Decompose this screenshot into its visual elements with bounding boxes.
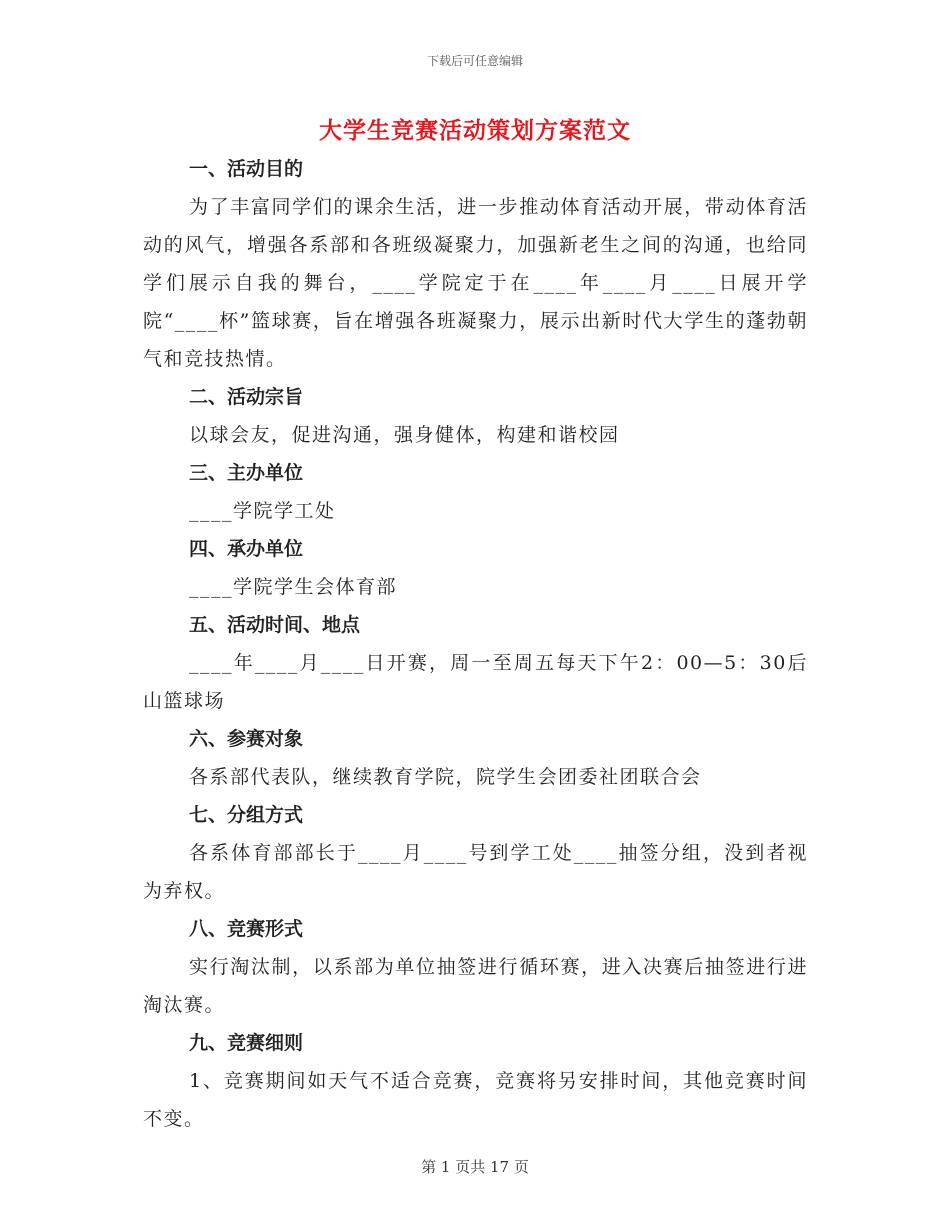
section-organizer bbox=[143, 454, 808, 530]
document-body bbox=[143, 150, 808, 1138]
section-undertaker bbox=[143, 530, 808, 606]
page-number: 第 1 页共 17 页 bbox=[421, 1158, 529, 1176]
section-heading: 二、活动宗旨 bbox=[189, 386, 304, 408]
section-format bbox=[143, 910, 808, 1024]
section-heading: 九、竞赛细则 bbox=[189, 1032, 304, 1054]
section-paragraph: ____学院学生会体育部 bbox=[189, 576, 398, 598]
section-paragraph: 实行淘汰制，以系部为单位抽签进行循环赛，进入决赛后抽签进行进淘汰赛。 bbox=[143, 956, 808, 1016]
section-grouping bbox=[143, 796, 808, 910]
section-paragraph: 1、竞赛期间如天气不适合竞赛，竞赛将另安排时间，其他竞赛时间不变。 bbox=[143, 1070, 808, 1130]
section-heading: 五、活动时间、地点 bbox=[189, 614, 361, 636]
section-paragraph: 各系体育部部长于____月____号到学工处____抽签分组，没到者视为弃权。 bbox=[143, 842, 808, 902]
section-rules bbox=[143, 1024, 808, 1138]
section-purpose bbox=[143, 150, 808, 378]
section-paragraph: 各系部代表队，继续教育学院，院学生会团委社团联合会 bbox=[189, 766, 702, 788]
section-heading: 三、主办单位 bbox=[189, 462, 304, 484]
section-heading: 七、分组方式 bbox=[189, 804, 304, 826]
section-paragraph: 以球会友，促进沟通，强身健体，构建和谐校园 bbox=[189, 424, 620, 446]
section-participants bbox=[143, 720, 808, 796]
section-heading: 八、竞赛形式 bbox=[189, 918, 304, 940]
section-heading: 六、参赛对象 bbox=[189, 728, 304, 750]
section-paragraph: ____年____月____日开赛，周一至周五每天下午2：00—5：30后山篮球场 bbox=[143, 652, 808, 712]
document-title: 大学生竞赛活动策划方案范文 bbox=[319, 117, 631, 144]
section-heading: 一、活动目的 bbox=[189, 158, 304, 180]
section-paragraph: ____学院学工处 bbox=[189, 500, 336, 522]
section-aim bbox=[143, 378, 808, 454]
section-paragraph: 为了丰富同学们的课余生活，进一步推动体育活动开展，带动体育活动的风气，增强各系部和各班级凝聚力，加强新老生之间的沟通，也给同学们展示自我的舞台，____学院定于在____年____月____日展开学院“____杯”篮球赛，旨在增强各班凝聚力，展示出新时代大学生的蓬勃朝气和竞技热情。 bbox=[143, 196, 808, 370]
page-header-note: 下载后可任意编辑 bbox=[426, 54, 523, 68]
section-time-place bbox=[143, 606, 808, 720]
section-heading: 四、承办单位 bbox=[189, 538, 304, 560]
